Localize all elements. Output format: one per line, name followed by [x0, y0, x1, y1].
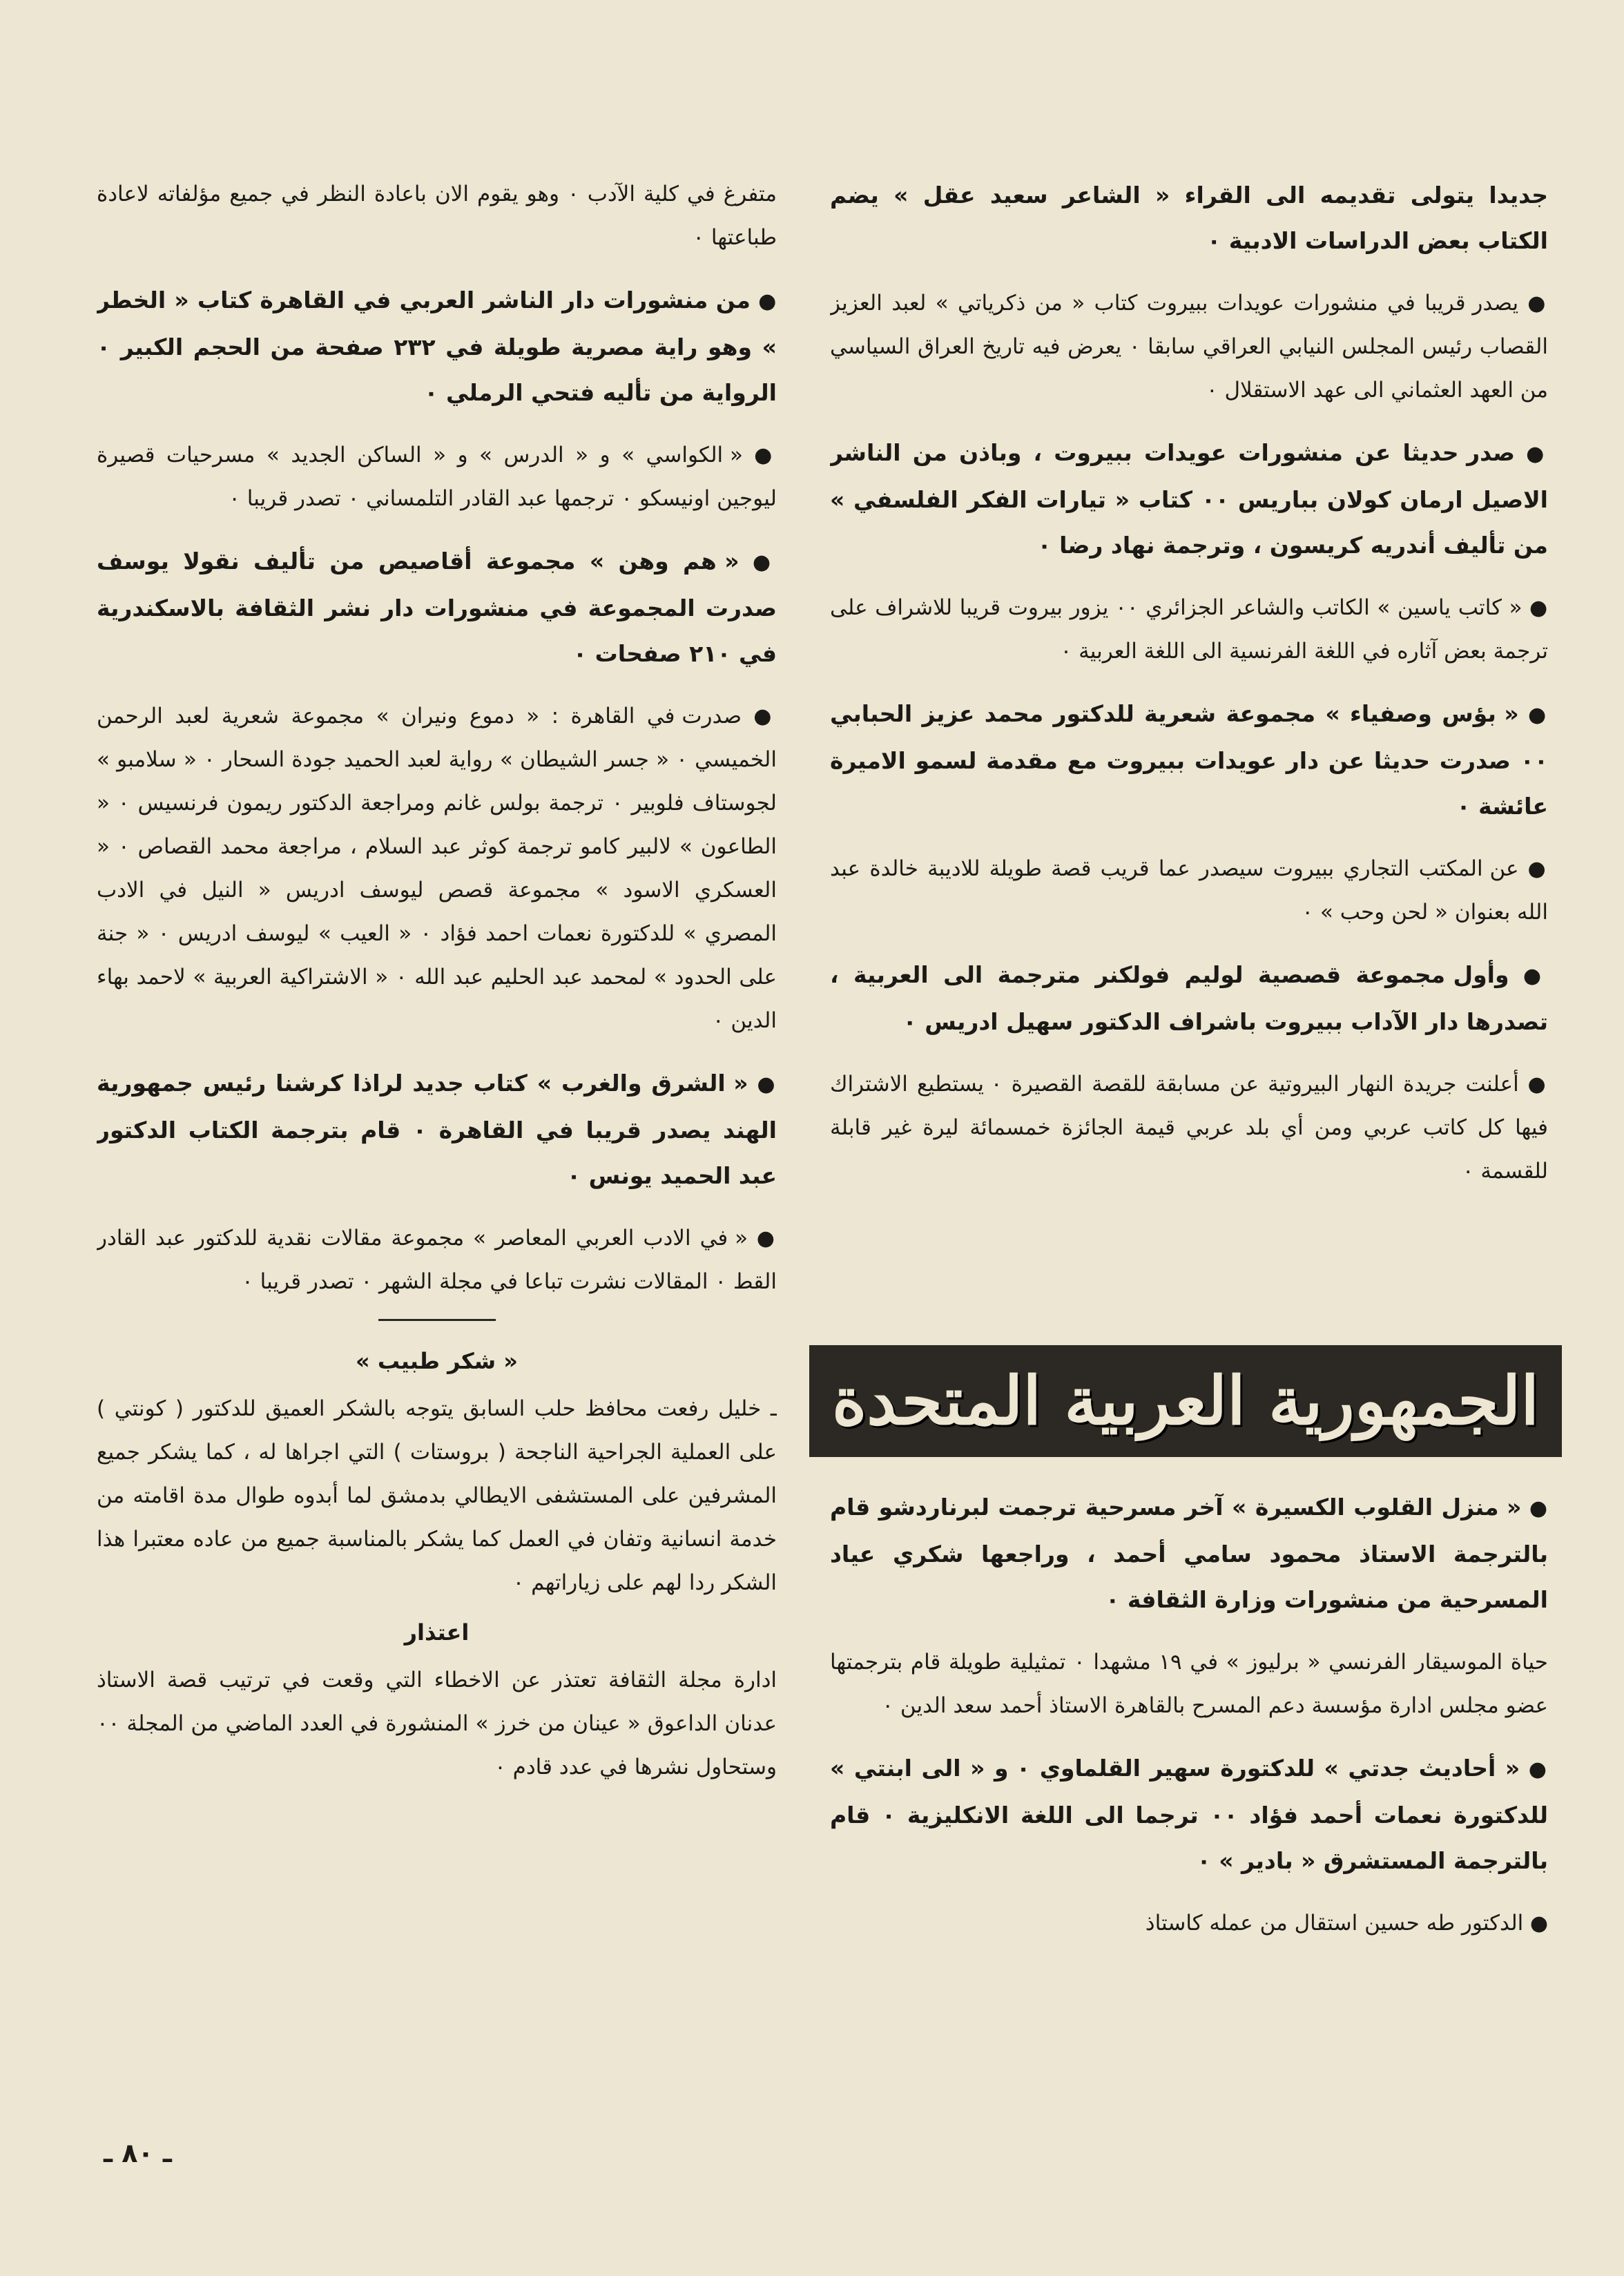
section-banner: [809, 1345, 1562, 1457]
bullet-icon: ●: [1518, 703, 1548, 727]
left-news-item-text: صدرت في القاهرة : « دموع ونيران » مجموعة شعرية لعبد الرحمن الخميسي ٠ « جسر الشيطان » رواية لعبد الحميد جودة السحار ٠ « سلامبو » لجوستاف فلوبير ٠ ترجمة بولس غانم ومراجعة الدكتور ريمون فرنسيس ٠ « الطاعون » لالبير كامو ترجمة كوثر عبد السلام ، مراجعة محمد القصاص ٠ « العسكري الاسود » مجموعة قصص ليوسف ادريس « النيل في الادب المصري » للدكتورة نعمات احمد فؤاد ٠ « العيب » ليوسف ادريس ٠ « جنة على الحدود » لمحمد عبد الحليم عبد الله ٠ « الاشتراكية العربية » لاحمد بهاء الدين ٠: [97, 704, 777, 1033]
left-news-item-text: متفرغ في كلية الآدب ٠ وهو يقوم الان باعادة النظر في جميع مؤلفاته لاعادة طباعتها ٠: [97, 182, 777, 250]
right-news-item-text: « بؤس وصفياء » مجموعة شعرية للدكتور محمد عزيز الحبابي ٠٠ صدرت حديثا عن دار عويدات ببيروت مع مقدمة لسمو الاميرة عائشة ٠: [830, 700, 1548, 820]
right-news-item-text: عن المكتب التجاري ببيروت سيصدر عما قريب قصة طويلة للاديبة خالدة عبد الله بعنوان « لحن وحب » ٠: [830, 856, 1548, 925]
right-news-item-text: صدر حديثا عن منشورات عويدات ببيروت ، وباذن من الناشر الاصيل ارمان كولان بباريس ٠٠ كتاب « تيارات الفكر الفلسفي » من تأليف أندريه كريسون ، وترجمة نهاد رضا ٠: [830, 439, 1548, 559]
left-news-item-text: « الكواسي » و « الدرس » و « الساكن الجديد » مسرحيات قصيرة ليوجين اونيسكو ٠ ترجمها عبد القادر التلمساني ٠ تصدر قريبا ٠: [97, 443, 777, 511]
right-news-lower-item: [830, 1746, 1548, 1884]
apology-text: ادارة مجلة الثقافة تعتذر عن الاخطاء التي وقعت في ترتيب قصة الاستاذ عدنان الداعوق « عينان من خرز » المنشورة في العدد الماضي من المجلة ٠٠ وستحاول نشرها في عدد قادم ٠: [97, 1668, 777, 1780]
right-news-list: [830, 173, 1548, 1193]
right-news-lower-item-text: « منزل القلوب الكسيرة » آخر مسرحية ترجمت لبرناردشو قام بالترجمة الاستاذ محمود سامي أحمد ، وراجعها شكري عياد المسرحية من منشورات وزارة الثقافة ٠: [830, 1494, 1548, 1613]
left-news-item: [97, 695, 777, 1043]
left-news-item: [97, 1217, 777, 1304]
right-news-item-text: جديدا يتولى تقديمه الى القراء « الشاعر سعيد عقل » يضم الكتاب بعض الدراسات الادبية ٠: [830, 182, 1548, 254]
right-news-item: [830, 173, 1548, 264]
left-news-list: [97, 173, 777, 1304]
left-news-item: [97, 173, 777, 260]
left-news-item-text: « الشرق والغرب » كتاب جديد لراذا كرشنا رئيس جمهورية الهند يصدر قريبا في القاهرة ٠ قام بترجمة الكتاب الدكتور عبد الحميد يونس ٠: [97, 1070, 777, 1189]
right-news-item-text: أعلنت جريدة النهار البيروتية عن مسابقة للقصة القصيرة ٠ يستطيع الاشتراك فيها كل كاتب عربي ومن أي بلد عربي قيمة الجائزة خمسمائة ليرة غير قابلة للقسمة ٠: [830, 1072, 1548, 1184]
right-news-item: [830, 430, 1548, 568]
left-news-item: [97, 278, 777, 416]
right-news-item: [830, 586, 1548, 673]
bullet-icon: ●: [739, 550, 777, 575]
right-news-lower-item-text: « أحاديث جدتي » للدكتورة سهير القلماوي ٠ و « الى ابنتي » للدكتورة نعمات أحمد فؤاد ٠٠ ترجما الى اللغة الانكليزية ٠ قام بالترجمة المستشرق « بادير » ٠: [830, 1755, 1548, 1874]
apology-heading: اعتذار: [404, 1619, 470, 1646]
right-news-item-text: « كاتب ياسين » الكاتب والشاعر الجزائري ٠٠ يزور بيروت قريبا للاشراف على ترجمة بعض آثاره في اللغة الفرنسية الى اللغة العربية ٠: [830, 595, 1548, 664]
bullet-icon: ●: [1518, 291, 1548, 316]
bullet-icon: ●: [1518, 1072, 1548, 1097]
bullet-icon: ●: [1520, 1757, 1548, 1782]
bullet-icon: ●: [1521, 1496, 1548, 1521]
thanks-text: ـ خليل رفعت محافظ حلب السابق يتوجه بالشكر العميق للدكتور ( كونتي ) على العملية الجراحية الناجحة ( بروستات ) التي اجراها له ، كما يشكر جميع المشرفين على المستشفى الايطالي بدمشق لما أبدوه طوال مدة اقامته من خدمة انسانية وتفان في العمل كما يشكر بالمناسبة جميع من عاده معتبرا هذا الشكر ردا لهم على زياراتهم ٠: [97, 1396, 777, 1595]
right-news-lower-item: [830, 1641, 1548, 1728]
bullet-icon: ●: [1515, 442, 1548, 466]
thanks-heading: « شكر طبيب »: [356, 1348, 518, 1374]
right-column-lower: [830, 1485, 1548, 2110]
bullet-icon: ●: [1523, 1911, 1548, 1936]
section-banner-title: الجمهورية العربية المتحدة: [831, 1362, 1540, 1440]
page-number: ـ ٨٠ ـ: [104, 2138, 172, 2168]
bullet-icon: ●: [742, 443, 777, 467]
right-news-lower-item-text: حياة الموسيقار الفرنسي « برليوز » في ١٩ مشهدا ٠ تمثيلية طويلة قام بترجمتها عضو مجلس ادارة مؤسسة دعم المسرح بالقاهرة الاستاذ أحمد سعد الدين ٠: [830, 1650, 1548, 1718]
left-news-item: [97, 1061, 777, 1199]
bullet-icon: ●: [1509, 964, 1548, 988]
bullet-icon: ●: [748, 1072, 777, 1097]
right-news-lower-item: [830, 1485, 1548, 1623]
bullet-icon: ●: [1518, 857, 1548, 881]
left-news-item-text: « في الادب العربي المعاصر » مجموعة مقالات نقدية للدكتور عبد القادر القط ٠ المقالات نشرت تباعا في مجلة الشهر ٠ تصدر قريبا ٠: [97, 1226, 777, 1294]
divider-rule: [378, 1319, 496, 1321]
right-news-item: [830, 691, 1548, 829]
left-news-item-text: « هم وهن » مجموعة أقاصيص من تأليف نقولا يوسف صدرت المجموعة في منشورات دار نشر الثقافة بالاسكندرية في ٢١٠ صفحات ٠: [97, 548, 777, 667]
left-news-item-text: من منشورات دار الناشر العربي في القاهرة كتاب « الخطر » وهو راية مصرية طويلة في ٢٣٢ صفحة من الحجم الكبير ٠ الرواية من تأليه فتحي الرملي ٠: [97, 287, 777, 406]
right-news-item: [830, 952, 1548, 1045]
right-news-item: [830, 847, 1548, 934]
right-news-item: [830, 1063, 1548, 1193]
right-news-lower-item: [830, 1902, 1548, 1945]
bullet-icon: ●: [742, 704, 777, 729]
left-news-item: [97, 539, 777, 677]
left-news-item: [97, 434, 777, 521]
right-news-item-text: وأول مجموعة قصصية لوليم فولكنر مترجمة الى العربية ، تصدرها دار الآداب ببيروت باشراف الدكتور سهيل ادريس ٠: [830, 961, 1548, 1035]
right-news-item-text: يصدر قريبا في منشورات عويدات ببيروت كتاب « من ذكرياتي » لعبد العزيز القصاب رئيس المجلس النيابي العراقي سابقا ٠ يعرض فيه تاريخ العراق السياسي من العهد العثماني الى عهد الاستقلال ٠: [830, 291, 1548, 403]
right-news-lower-item-text: الدكتور طه حسين استقال من عمله كاستاذ: [1145, 1911, 1524, 1936]
right-news-item: [830, 282, 1548, 412]
bullet-icon: ●: [1522, 596, 1548, 620]
bullet-icon: ●: [750, 289, 777, 314]
left-column: [97, 173, 777, 2110]
right-news-list-lower: [830, 1485, 1548, 1945]
bullet-icon: ●: [748, 1226, 777, 1251]
